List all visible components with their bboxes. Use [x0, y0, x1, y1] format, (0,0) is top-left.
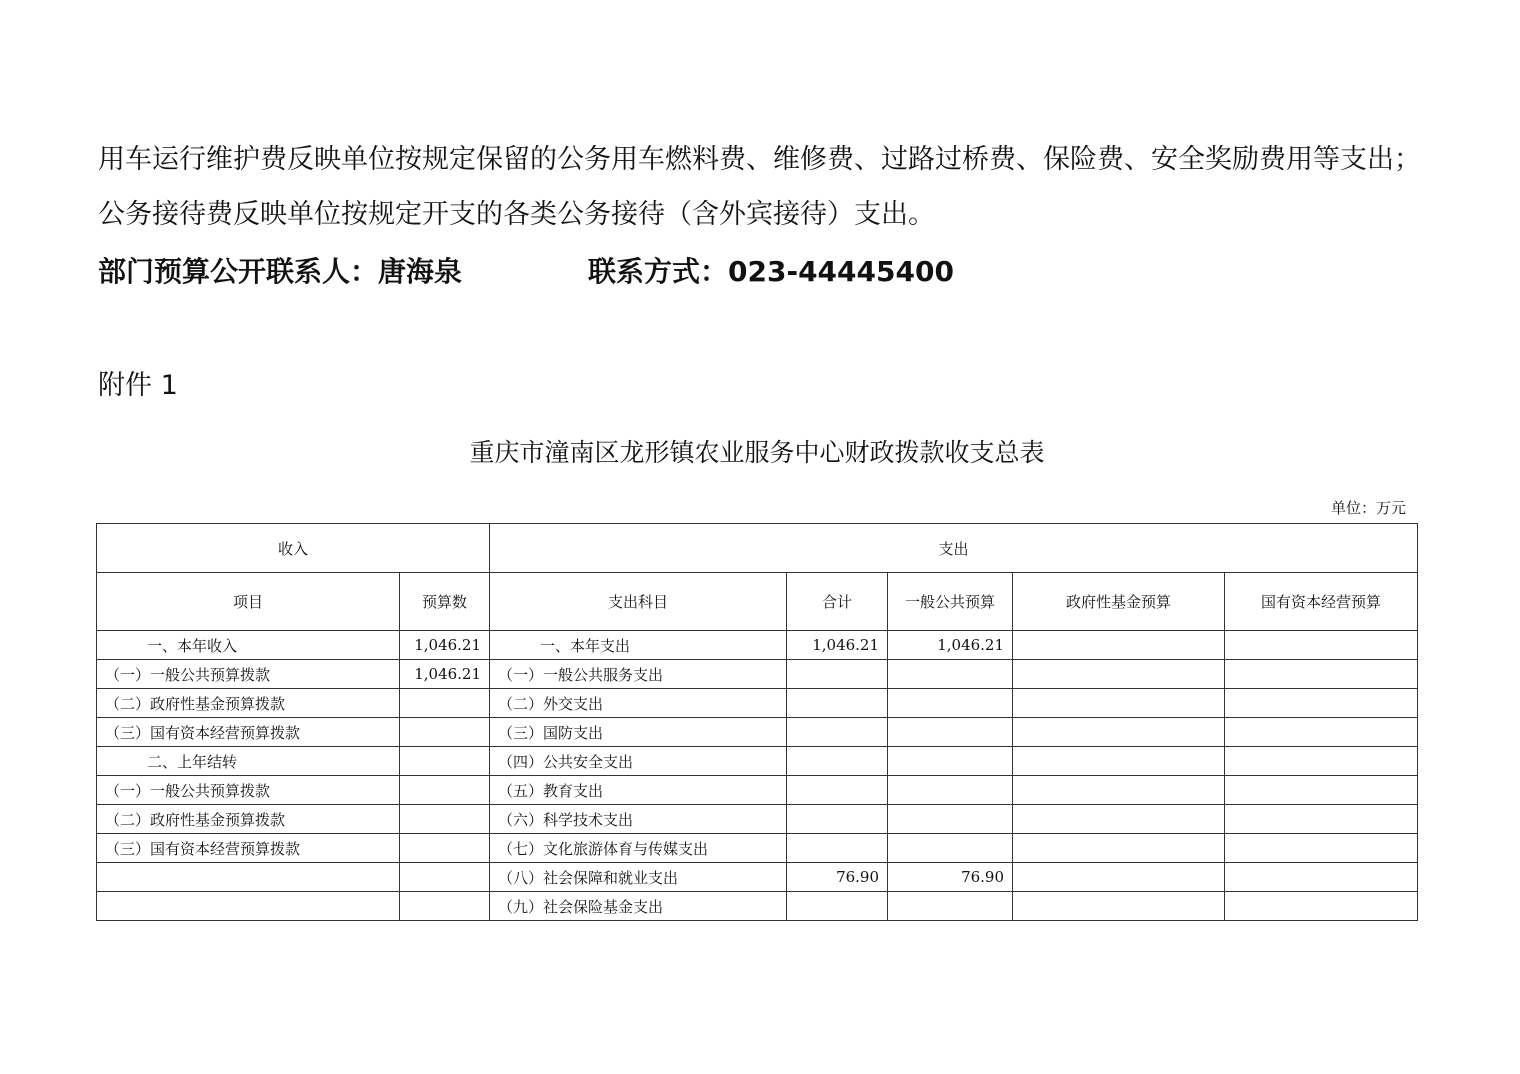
group-header-row — [97, 524, 1418, 573]
contact-person: 部门预算公开联系人：唐海泉 — [98, 255, 463, 288]
attachment-label: 附件 1 — [98, 370, 178, 401]
cell-general — [888, 718, 1013, 747]
cell-capital — [1225, 834, 1418, 863]
cell-subject: （五）教育支出 — [490, 776, 787, 805]
cell-total — [787, 689, 888, 718]
col-header-general-budget: 一般公共预算 — [888, 573, 1013, 631]
cell-total — [787, 718, 888, 747]
cell-subject: 一、本年支出 — [490, 631, 787, 660]
table-title: 重庆市潼南区龙形镇农业服务中心财政拨款收支总表 — [469, 438, 1045, 467]
cell-item: 二、上年结转 — [97, 747, 400, 776]
col-header-state-capital-budget: 国有资本经营预算 — [1225, 573, 1418, 631]
cell-fund — [1013, 660, 1225, 689]
fiscal-appropriation-table — [96, 523, 1418, 921]
cell-fund — [1013, 863, 1225, 892]
cell-fund — [1013, 892, 1225, 921]
table-row — [97, 892, 1418, 921]
col-header-item: 项目 — [97, 573, 400, 631]
cell-capital — [1225, 660, 1418, 689]
table-row — [97, 805, 1418, 834]
cell-subject: （八）社会保障和就业支出 — [490, 863, 787, 892]
cell-capital — [1225, 689, 1418, 718]
cell-fund — [1013, 834, 1225, 863]
cell-general: 1,046.21 — [888, 631, 1013, 660]
cell-fund — [1013, 805, 1225, 834]
cell-item — [97, 863, 400, 892]
cell-general — [888, 660, 1013, 689]
col-header-total: 合计 — [787, 573, 888, 631]
cell-fund — [1013, 689, 1225, 718]
cell-capital — [1225, 805, 1418, 834]
col-header-budget: 预算数 — [400, 573, 490, 631]
cell-fund — [1013, 747, 1225, 776]
cell-budget — [400, 834, 490, 863]
cell-subject: （四）公共安全支出 — [490, 747, 787, 776]
col-header-expense-subject: 支出科目 — [490, 573, 787, 631]
cell-budget — [400, 747, 490, 776]
cell-fund — [1013, 718, 1225, 747]
expense-group-header: 支出 — [490, 524, 1418, 573]
cell-total — [787, 747, 888, 776]
cell-total — [787, 892, 888, 921]
cell-budget: 1,046.21 — [400, 631, 490, 660]
table-row — [97, 631, 1418, 660]
cell-budget — [400, 805, 490, 834]
cell-total — [787, 805, 888, 834]
table-row — [97, 834, 1418, 863]
cell-item: （三）国有资本经营预算拨款 — [97, 834, 400, 863]
table-row — [97, 660, 1418, 689]
cell-capital — [1225, 747, 1418, 776]
cell-item: （二）政府性基金预算拨款 — [97, 805, 400, 834]
cell-budget — [400, 863, 490, 892]
cell-total — [787, 660, 888, 689]
cell-total — [787, 776, 888, 805]
cell-subject: （一）一般公共服务支出 — [490, 660, 787, 689]
cell-subject: （九）社会保险基金支出 — [490, 892, 787, 921]
cell-subject: （三）国防支出 — [490, 718, 787, 747]
table-row — [97, 718, 1418, 747]
cell-subject: （七）文化旅游体育与传媒支出 — [490, 834, 787, 863]
cell-capital — [1225, 718, 1418, 747]
cell-general: 76.90 — [888, 863, 1013, 892]
cell-subject: （二）外交支出 — [490, 689, 787, 718]
cell-general — [888, 747, 1013, 776]
cell-item — [97, 892, 400, 921]
table-row — [97, 863, 1418, 892]
cell-budget — [400, 776, 490, 805]
unit-label: 单位：万元 — [1330, 499, 1406, 517]
table-row — [97, 689, 1418, 718]
cell-subject: （六）科学技术支出 — [490, 805, 787, 834]
cell-item: （一）一般公共预算拨款 — [97, 660, 400, 689]
column-header-row — [97, 573, 1418, 631]
cell-total — [787, 834, 888, 863]
income-group-header: 收入 — [97, 524, 490, 573]
cell-general — [888, 892, 1013, 921]
cell-item: （一）一般公共预算拨款 — [97, 776, 400, 805]
cell-fund — [1013, 631, 1225, 660]
contact-phone: 联系方式：023-44445400 — [588, 255, 954, 288]
contact-line — [98, 254, 954, 290]
table-row — [97, 747, 1418, 776]
cell-general — [888, 805, 1013, 834]
cell-capital — [1225, 863, 1418, 892]
cell-item: 一、本年收入 — [97, 631, 400, 660]
cell-budget — [400, 718, 490, 747]
cell-item: （三）国有资本经营预算拨款 — [97, 718, 400, 747]
cell-fund — [1013, 776, 1225, 805]
cell-capital — [1225, 776, 1418, 805]
table-row — [97, 776, 1418, 805]
cell-capital — [1225, 631, 1418, 660]
cell-general — [888, 689, 1013, 718]
cell-item: （二）政府性基金预算拨款 — [97, 689, 400, 718]
cell-budget: 1,046.21 — [400, 660, 490, 689]
cell-total: 1,046.21 — [787, 631, 888, 660]
paragraph-vehicle-maintenance: 用车运行维护费反映单位按规定保留的公务用车燃料费、维修费、过路过桥费、保险费、安全奖励费用等支出； — [98, 144, 1421, 175]
cell-capital — [1225, 892, 1418, 921]
cell-budget — [400, 689, 490, 718]
cell-budget — [400, 892, 490, 921]
cell-general — [888, 834, 1013, 863]
cell-general — [888, 776, 1013, 805]
col-header-gov-fund-budget: 政府性基金预算 — [1013, 573, 1225, 631]
cell-total: 76.90 — [787, 863, 888, 892]
paragraph-reception-fee: 公务接待费反映单位按规定开支的各类公务接待（含外宾接待）支出。 — [98, 199, 935, 230]
